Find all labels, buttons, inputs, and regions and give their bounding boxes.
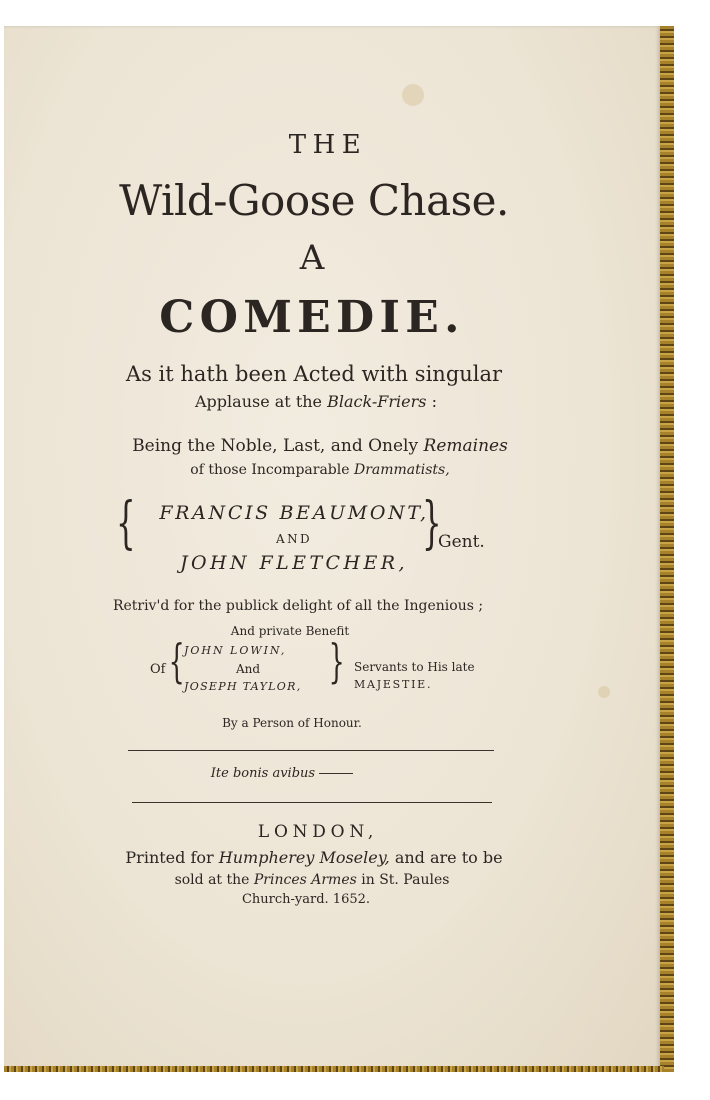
motto [0,766,610,781]
acted-prefix: Applause at the [195,392,328,411]
dramatists-word: Drammatists, [353,462,450,478]
foxing-spot [598,686,610,698]
printer-name: Humpherey Moseley, [218,848,390,867]
dramatists-prefix: of those Incomparable [190,462,354,478]
heading-comedie: COMEDIE. [159,292,465,343]
acted-suffix: : [426,392,437,411]
heading-the: THE [288,130,368,160]
gilt-edge [660,26,674,1072]
printed-prefix: Printed for [125,848,219,867]
sold-suffix: in St. Paules [356,872,450,888]
acted-line-1: As it hath been Acted with singular [125,362,503,386]
actors-right-brace: } [328,634,345,688]
being-line [0,436,648,456]
majestie-line: MAJESTIE. [354,678,433,691]
of-label: Of [150,662,166,677]
imprint-london: LONDON, [257,822,379,842]
actor-and: And [236,662,261,676]
motto-dash [319,773,353,774]
actor-taylor: JOSEPH TAYLOR, [184,680,302,693]
motto-text: Ite bonis avibus [210,766,316,781]
theatre-name: Black-Friers [327,392,427,411]
dramatists-line [0,462,648,478]
author-and: AND [276,532,312,546]
printed-suffix: and are to be [389,848,503,867]
imprint-sold-line [0,872,640,888]
foxing-spot [402,84,424,106]
imprint-church-line: Church-yard. 1652. [241,892,371,907]
being-remaines: Remaines [423,436,508,456]
upper-rule [128,750,494,751]
retrivd-line: Retriv'd for the publick delight of all the Ingenious ; [112,598,484,614]
imprint-printed-line [0,848,642,867]
lower-rule [132,802,492,803]
acted-line-2 [0,392,644,411]
servants-line: Servants to His late [354,660,475,674]
shop-sign: Princes Armes [253,872,357,888]
play-title: Wild-Goose Chase. [119,176,509,225]
gilt-bottom-edge [4,1066,664,1072]
gent-label: Gent. [438,532,485,552]
author-fletcher: JOHN FLETCHER, [180,552,408,574]
heading-a: A [299,238,325,278]
actors-left-brace: { [168,634,185,688]
right-brace: } [422,491,442,556]
author-beaumont: FRANCIS BEAUMONT, [159,502,429,524]
being-prefix: Being the Noble, Last, and Onely [132,436,424,456]
sold-prefix: sold at the [174,872,254,888]
private-benefit: And private Benefit [230,624,350,638]
by-person-line: By a Person of Honour. [222,716,362,730]
title-page-leaf [4,26,660,1068]
left-brace: { [116,491,136,556]
book [4,26,674,1072]
actor-lowin: JOHN LOWIN, [184,644,287,657]
